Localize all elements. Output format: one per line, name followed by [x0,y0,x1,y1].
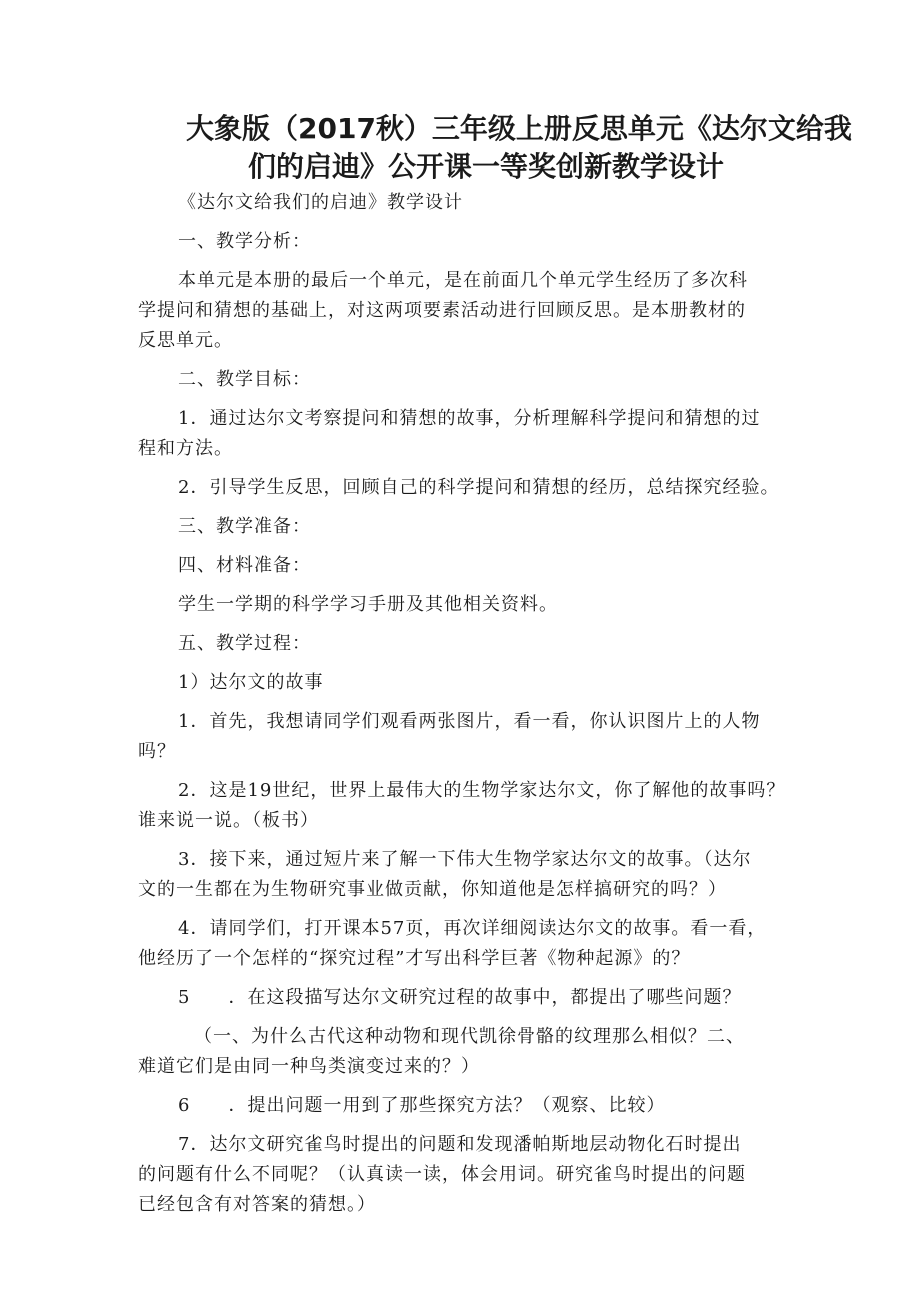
paragraph-line: 难道它们是由同一种鸟类演变过来的？） [138,1056,480,1077]
list-item-continuation: 谁来说一说。（板书） [138,810,319,831]
list-item-continuation: 吗？ [138,741,176,762]
section-heading: 一、教学分析： [178,231,311,252]
list-item-continuation: 已经包含有对答案的猜想。） [138,1194,376,1215]
list-item: 2．这是19世纪，世界上最伟大的生物学家达尔文，你了解他的故事吗？ [178,780,786,801]
list-item-continuation: 文的一生都在为生物研究事业做贡献，你知道他是怎样搞研究的吗？） [138,879,727,900]
list-item-continuation: 程和方法。 [138,438,233,459]
list-item: 6 ．提出问题一用到了那些探究方法？（观察、比较） [178,1095,666,1116]
list-item: 1．首先，我想请同学们观看两张图片，看一看，你认识图片上的人物 [178,711,761,732]
list-item: 4．请同学们，打开课本57页，再次详细阅读达尔文的故事。看一看， [178,918,767,939]
paragraph-line: 反思单元。 [138,330,233,351]
section-heading: 三、教学准备： [178,516,311,537]
paragraph-line: 学提问和猜想的基础上，对这两项要素活动进行回顾反思。是本册教材的 [138,300,746,321]
document-title-line-1: 大象版（2017秋）三年级上册反思单元《达尔文给我 [186,112,852,145]
list-item: 7．达尔文研究雀鸟时提出的问题和发现潘帕斯地层动物化石时提出 [178,1134,742,1155]
list-item: 3．接下来，通过短片来了解一下伟大生物学家达尔文的故事。（达尔 [178,849,752,870]
list-item: 5 ．在这段描写达尔文研究过程的故事中，都提出了哪些问题？ [178,987,742,1008]
section-heading: 二、教学目标： [178,369,311,390]
list-item: 1．通过达尔文考察提问和猜想的故事，分析理解科学提问和猜想的过 [178,408,761,429]
document-title-line-2: 们的启迪》公开课一等奖创新教学设计 [248,150,725,183]
subsection-heading: 1）达尔文的故事 [178,672,324,693]
list-item-continuation: 他经历了一个怎样的“探究过程”才写出科学巨著《物种起源》的？ [138,948,691,969]
paragraph-line: 学生一学期的科学学习手册及其他相关资料。 [178,594,558,615]
list-item: 2．引导学生反思，回顾自己的科学提问和猜想的经历，总结探究经验。 [178,477,780,498]
section-heading: 五、教学过程： [178,633,311,654]
list-item-continuation: 的问题有什么不同呢？（认真读一读，体会用词。研究雀鸟时提出的问题 [138,1164,746,1185]
paragraph-line: （一、为什么古代这种动物和现代凯徐骨骼的纹理那么相似？二、 [194,1026,745,1047]
document-body [138,188,790,1220]
subtitle: 《达尔文给我们的启迪》教学设计 [178,192,463,213]
paragraph-line: 本单元是本册的最后一个单元，是在前面几个单元学生经历了多次科 [178,270,748,291]
section-heading: 四、材料准备： [178,555,311,576]
